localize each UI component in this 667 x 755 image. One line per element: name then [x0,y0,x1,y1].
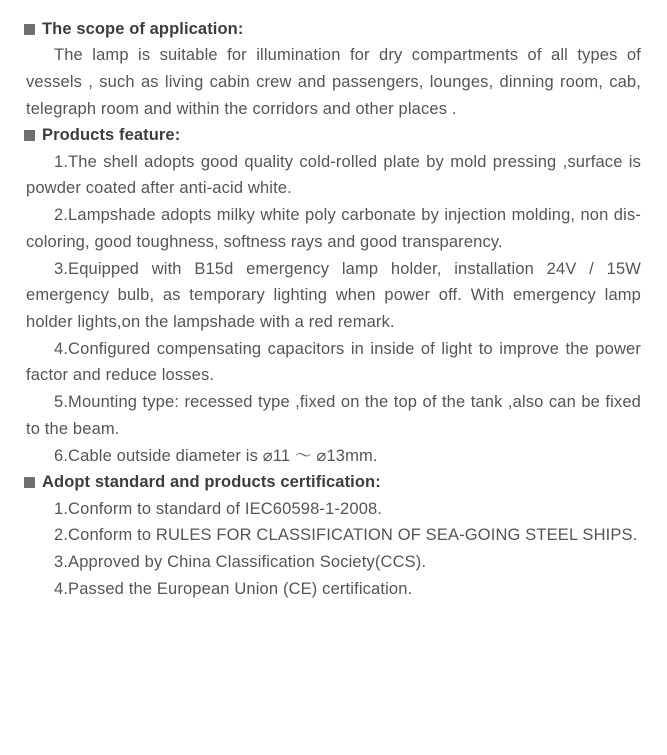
paragraph: 3.Approved by China Classification Society(CCS). [54,553,427,572]
section-products-feature [24,124,643,469]
section-title: Products feature: [42,126,181,145]
section-heading-products-feature [24,124,643,146]
section-title: Adopt standard and products certification: [42,473,381,492]
section-scope [24,18,643,122]
paragraph: The lamp is suitable for illumination for dry compartments of all types of vessels , such as living cabin crew and passengers, lounges, dinning room, cab, telegraph room and within the corridors and other places . [26,46,641,118]
paragraph: 2.Conform to RULES FOR CLASSIFICATION OF SEA-GOING STEEL SHIPS. [54,526,638,545]
paragraph: 1.The shell adopts good quality cold-rolled plate by mold pressing ,surface is powder coated after anti-acid white. [26,152,641,198]
paragraph: 4.Passed the European Union (CE) certification. [54,579,413,598]
paragraph: 1.Conform to standard of IEC60598-1-2008. [54,499,383,518]
paragraph: 5.Mounting type: recessed type ,fixed on the top of the tank ,also can be fixed to the beam. [26,393,641,438]
paragraph: 4.Configured compensating capacitors in inside of light to improve the power factor and reduce losses. [26,339,641,385]
filled-square-bullet-icon [24,130,35,141]
paragraph: 6.Cable outside diameter is ⌀11 ～ ⌀13mm. [54,446,378,465]
paragraph: 2.Lampshade adopts milky white poly carbonate by injection molding, non dis-coloring, good toughness, softness rays and good transparency. [26,206,641,251]
section-standards [24,471,643,602]
section-title: The scope of application: [42,20,244,38]
filled-square-bullet-icon [24,477,35,488]
section-heading-standards [24,471,643,493]
section-heading-scope [24,18,643,40]
filled-square-bullet-icon [24,24,35,35]
paragraph: 3.Equipped with B15d emergency lamp holder, installation 24V / 15W emergency bulb, as temporary lighting when power off. With emergency lamp holder lights,on the lampshade with a red remark. [26,259,641,331]
